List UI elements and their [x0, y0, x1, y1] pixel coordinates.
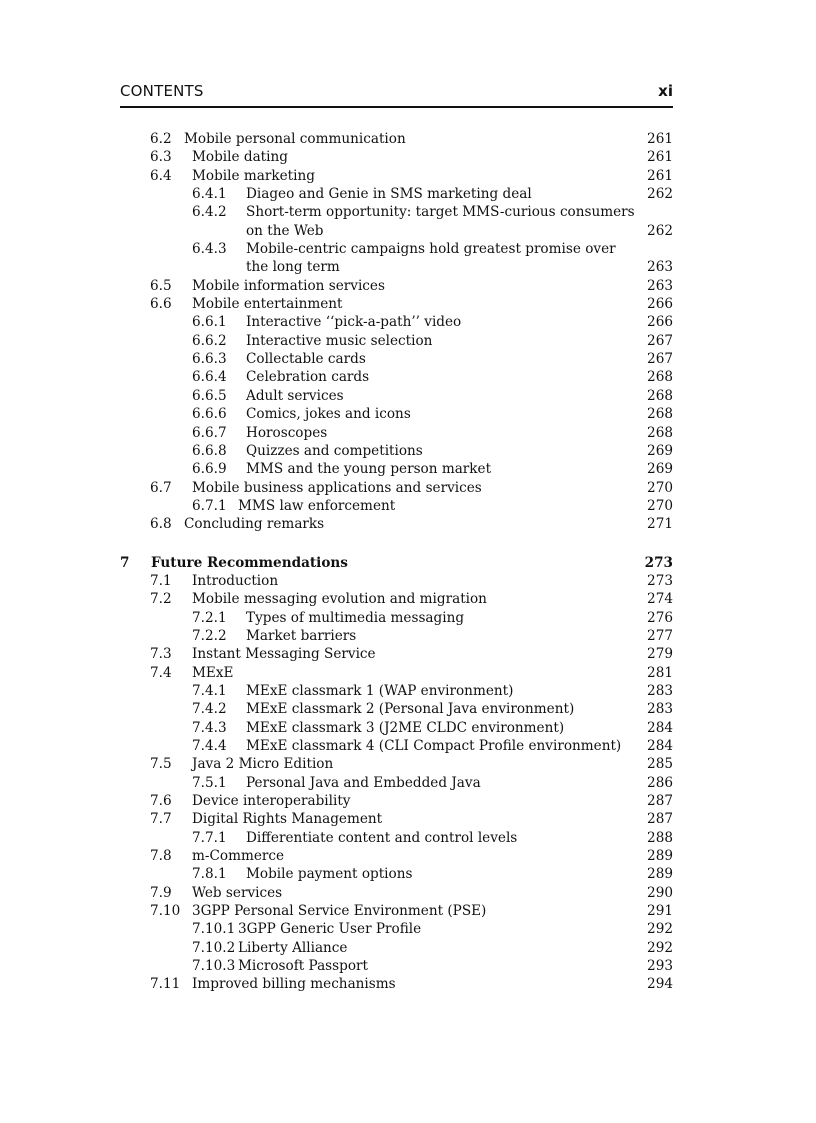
toc-entry-7-11[interactable] — [0, 975, 816, 993]
toc-entry-title: 3GPP Generic User Profile — [238, 921, 422, 938]
toc-entry-title: MExE — [192, 664, 234, 681]
toc-entry-page: 286 — [647, 774, 673, 791]
toc-entry-title: Diageo and Genie in SMS marketing deal — [246, 186, 532, 203]
toc-entry-7-8[interactable] — [0, 847, 816, 865]
toc-entry-title: Celebration cards — [246, 369, 370, 386]
toc-entry-number: 6.5 — [150, 277, 172, 294]
toc-entry-number: 6.6.5 — [192, 387, 227, 404]
toc-entry-7-2-2[interactable] — [0, 627, 816, 645]
toc-entry-6-3[interactable] — [0, 148, 816, 166]
toc-entry-number: 7.2.2 — [192, 627, 227, 644]
toc-entry-number: 7.2 — [150, 591, 172, 608]
toc-entry-7-10-1[interactable] — [0, 920, 816, 938]
toc-entry-6-6-8[interactable] — [0, 442, 816, 460]
toc-entry-number: 7.5.1 — [192, 774, 227, 791]
toc-entry-page: 293 — [647, 958, 673, 975]
toc-entry-title: MMS and the young person market — [246, 461, 492, 478]
chapter-gap — [0, 534, 816, 554]
toc-entry-page: 263 — [647, 259, 673, 276]
toc-entry-page: 268 — [647, 424, 673, 441]
toc-entry-page: 274 — [647, 591, 673, 608]
toc-entry-page: 270 — [647, 497, 673, 514]
toc-entry-title: Mobile dating — [192, 149, 288, 166]
toc-entry-number: 6.6.8 — [192, 442, 227, 459]
toc-entry-title: Mobile payment options — [246, 866, 413, 883]
toc-entry-6-7-1[interactable] — [0, 497, 816, 515]
toc-entry-page: 294 — [647, 976, 673, 993]
toc-chapter-page: 273 — [644, 554, 673, 571]
toc-entry-6-5[interactable] — [0, 277, 816, 295]
toc-entry-number: 7.4.2 — [192, 701, 227, 718]
toc-entry-6-4-3-continued[interactable] — [0, 258, 816, 276]
toc-entry-number: 7.1 — [150, 572, 172, 589]
toc-entry-page: 285 — [647, 756, 673, 773]
toc-entry-number: 7.10 — [150, 903, 181, 920]
toc-entry-page: 269 — [647, 442, 673, 459]
toc-entry-number: 6.6.9 — [192, 461, 227, 478]
toc-entry-title: Instant Messaging Service — [192, 646, 376, 663]
toc-entry-number: 7.4 — [150, 664, 172, 681]
toc-entry-number: 6.6.1 — [192, 314, 227, 331]
toc-entry-7-9[interactable] — [0, 884, 816, 902]
toc-entry-title: m-Commerce — [192, 848, 285, 865]
toc-entry-title: Mobile business applications and services — [192, 479, 482, 496]
toc-entry-number: 7.2.1 — [192, 609, 227, 626]
toc-entry-number: 7.10.3 — [192, 958, 236, 975]
toc-entry-title: Mobile-centric campaigns hold greatest promise over — [246, 241, 616, 258]
toc-entry-page: 261 — [647, 131, 673, 147]
toc-entry-title: Digital Rights Management — [192, 811, 383, 828]
table-of-contents — [0, 130, 816, 994]
toc-entry-6-6-6[interactable] — [0, 405, 816, 423]
toc-entry-page: 290 — [647, 884, 673, 901]
running-header — [120, 82, 673, 108]
toc-entry-page: 269 — [647, 461, 673, 478]
toc-entry-number: 7.8 — [150, 848, 172, 865]
toc-entry-page: 292 — [647, 939, 673, 956]
toc-entry-title: Quizzes and competitions — [246, 442, 423, 459]
toc-entry-number: 6.6.6 — [192, 406, 227, 423]
toc-entry-number: 7.4.1 — [192, 682, 227, 699]
toc-entry-title: Interactive music selection — [246, 332, 433, 349]
toc-entry-6-4-2[interactable] — [0, 203, 816, 221]
toc-entry-number: 7.7.1 — [192, 829, 227, 846]
toc-entry-page: 263 — [647, 277, 673, 294]
toc-entry-7-2-1[interactable] — [0, 609, 816, 627]
section-title: CONTENTS — [120, 82, 204, 100]
toc-entry-page: 283 — [647, 701, 673, 718]
toc-entry-6-4-1[interactable] — [0, 185, 816, 203]
toc-entry-number: 6.4.3 — [192, 241, 227, 258]
toc-entry-6-6-4[interactable] — [0, 368, 816, 386]
toc-entry-title: Concluding remarks — [184, 516, 325, 533]
toc-entry-page: 270 — [647, 479, 673, 496]
toc-entry-7-1[interactable] — [0, 572, 816, 590]
toc-entry-title: Horoscopes — [246, 424, 328, 441]
toc-entry-title: MMS law enforcement — [238, 497, 396, 514]
toc-entry-number: 7.10.1 — [192, 921, 236, 938]
toc-entry-6-8[interactable] — [0, 515, 816, 533]
toc-entry-number: 6.4.1 — [192, 186, 227, 203]
toc-entry-title: Microsoft Passport — [238, 958, 368, 975]
toc-entry-6-7[interactable] — [0, 479, 816, 497]
toc-entry-title: Device interoperability — [192, 793, 351, 810]
toc-entry-title: Types of multimedia messaging — [246, 609, 465, 626]
toc-entry-7-10[interactable] — [0, 902, 816, 920]
toc-entry-6-6-1[interactable] — [0, 313, 816, 331]
toc-entry-7-4-2[interactable] — [0, 700, 816, 718]
toc-entry-title: Personal Java and Embedded Java — [246, 774, 481, 791]
toc-entry-page: 271 — [647, 516, 673, 533]
toc-entry-page: 273 — [647, 572, 673, 589]
toc-entry-number: 7.5 — [150, 756, 172, 773]
toc-entry-6-4-2-continued[interactable] — [0, 222, 816, 240]
toc-entry-title: Short-term opportunity: target MMS-curious consumers — [246, 204, 635, 221]
toc-entry-6-6-5[interactable] — [0, 387, 816, 405]
toc-entry-7-2[interactable] — [0, 590, 816, 608]
toc-entry-page: 284 — [647, 719, 673, 736]
toc-entry-title: Market barriers — [246, 627, 357, 644]
toc-entry-page: 281 — [647, 664, 673, 681]
toc-entry-page: 268 — [647, 406, 673, 423]
toc-entry-7-4-3[interactable] — [0, 719, 816, 737]
toc-entry-page: 288 — [647, 829, 673, 846]
toc-entry-6-6-2[interactable] — [0, 332, 816, 350]
toc-entry-number: 6.6.3 — [192, 351, 227, 368]
toc-entry-number: 6.6.2 — [192, 332, 227, 349]
toc-entry-page: 266 — [647, 296, 673, 313]
toc-entry-7-5-1[interactable] — [0, 774, 816, 792]
toc-entry-page: 267 — [647, 351, 673, 368]
toc-entry-6-6-7[interactable] — [0, 424, 816, 442]
toc-entry-title: Mobile marketing — [192, 167, 315, 184]
toc-entry-number: 7.4.4 — [192, 738, 227, 754]
toc-entry-number: 7.6 — [150, 793, 172, 810]
toc-entry-page: 262 — [647, 186, 673, 203]
toc-entry-number: 7.3 — [150, 646, 172, 663]
toc-entry-title: Liberty Alliance — [238, 939, 348, 956]
toc-chapter-title: Future Recommendations — [151, 554, 348, 571]
toc-entry-6-6-9[interactable] — [0, 460, 816, 478]
toc-entry-number: 7.9 — [150, 884, 172, 901]
toc-entry-page: 268 — [647, 369, 673, 386]
toc-entry-7-10-3[interactable] — [0, 957, 816, 975]
toc-entry-7-10-2[interactable] — [0, 939, 816, 957]
toc-entry-page: 284 — [647, 738, 673, 754]
toc-entry-title-continued: the long term — [246, 259, 340, 276]
toc-entry-6-4-3[interactable] — [0, 240, 816, 258]
toc-entry-title: Comics, jokes and icons — [246, 406, 411, 423]
toc-entry-number: 6.6 — [150, 296, 172, 313]
toc-entry-number: 6.2 — [150, 131, 172, 147]
page-number: xi — [658, 82, 673, 100]
toc-entry-page: 261 — [647, 149, 673, 166]
toc-entry-number: 6.6.7 — [192, 424, 227, 441]
toc-entry-page: 283 — [647, 682, 673, 699]
toc-entry-number: 7.8.1 — [192, 866, 227, 883]
toc-entry-6-6[interactable] — [0, 295, 816, 313]
toc-entry-7-4-1[interactable] — [0, 682, 816, 700]
toc-entry-number: 7.10.2 — [192, 939, 236, 956]
toc-entry-number: 6.4.2 — [192, 204, 227, 221]
toc-entry-title: Web services — [192, 884, 283, 901]
toc-entry-page: 266 — [647, 314, 673, 331]
toc-entry-title: Collectable cards — [246, 351, 366, 368]
toc-chapter-number: 7 — [120, 554, 130, 571]
toc-entry-7-4[interactable] — [0, 664, 816, 682]
toc-entry-page: 261 — [647, 167, 673, 184]
toc-entry-title: Improved billing mechanisms — [192, 976, 396, 993]
toc-entry-number: 6.4 — [150, 167, 172, 184]
toc-entry-title: MExE classmark 3 (J2ME CLDC environment) — [246, 719, 565, 736]
toc-entry-title: Mobile messaging evolution and migration — [192, 591, 487, 608]
toc-entry-7-8-1[interactable] — [0, 865, 816, 883]
toc-entry-page: 267 — [647, 332, 673, 349]
toc-entry-page: 287 — [647, 793, 673, 810]
toc-entry-page: 289 — [647, 866, 673, 883]
toc-entry-number: 7.11 — [150, 976, 181, 993]
toc-entry-number: 7.4.3 — [192, 719, 227, 736]
toc-entry-number: 6.8 — [150, 516, 172, 533]
toc-entry-number: 6.7.1 — [192, 497, 227, 514]
toc-entry-page: 292 — [647, 921, 673, 938]
toc-entry-title: Differentiate content and control levels — [246, 829, 518, 846]
toc-entry-title: Introduction — [192, 572, 279, 589]
toc-entry-page: 289 — [647, 848, 673, 865]
toc-entry-title: Adult services — [246, 387, 344, 404]
toc-entry-number: 7.7 — [150, 811, 172, 828]
toc-entry-page: 279 — [647, 646, 673, 663]
toc-entry-7-3[interactable] — [0, 645, 816, 663]
toc-entry-title: MExE classmark 1 (WAP environment) — [246, 682, 514, 699]
toc-entry-title: 3GPP Personal Service Environment (PSE) — [192, 903, 487, 920]
toc-entry-title-continued: on the Web — [246, 222, 324, 239]
toc-entry-7-5[interactable] — [0, 755, 816, 773]
toc-entry-page: 291 — [647, 903, 673, 920]
toc-entry-title: MExE classmark 2 (Personal Java environment) — [246, 701, 575, 718]
toc-chapter-7[interactable] — [0, 554, 816, 572]
toc-entry-6-2[interactable] — [0, 130, 816, 148]
toc-entry-page: 262 — [647, 222, 673, 239]
toc-entry-title: MExE classmark 4 (CLI Compact Profile environment) — [246, 738, 622, 754]
toc-entry-page: 268 — [647, 387, 673, 404]
toc-entry-7-6[interactable] — [0, 792, 816, 810]
toc-entry-title: Mobile information services — [192, 277, 385, 294]
toc-entry-number: 6.7 — [150, 479, 172, 496]
toc-entry-title: Interactive ‘‘pick-a-path’’ video — [246, 314, 462, 331]
toc-entry-title: Mobile personal communication — [184, 131, 406, 147]
toc-entry-7-7-1[interactable] — [0, 829, 816, 847]
toc-entry-page: 287 — [647, 811, 673, 828]
toc-entry-7-4-4[interactable] — [0, 737, 816, 755]
toc-entry-number: 6.6.4 — [192, 369, 227, 386]
toc-entry-title: Mobile entertainment — [192, 296, 343, 313]
toc-entry-6-6-3[interactable] — [0, 350, 816, 368]
toc-entry-6-4[interactable] — [0, 167, 816, 185]
toc-entry-title: Java 2 Micro Edition — [192, 756, 334, 773]
toc-entry-page: 276 — [647, 609, 673, 626]
toc-entry-7-7[interactable] — [0, 810, 816, 828]
toc-entry-number: 6.3 — [150, 149, 172, 166]
toc-entry-page: 277 — [647, 627, 673, 644]
